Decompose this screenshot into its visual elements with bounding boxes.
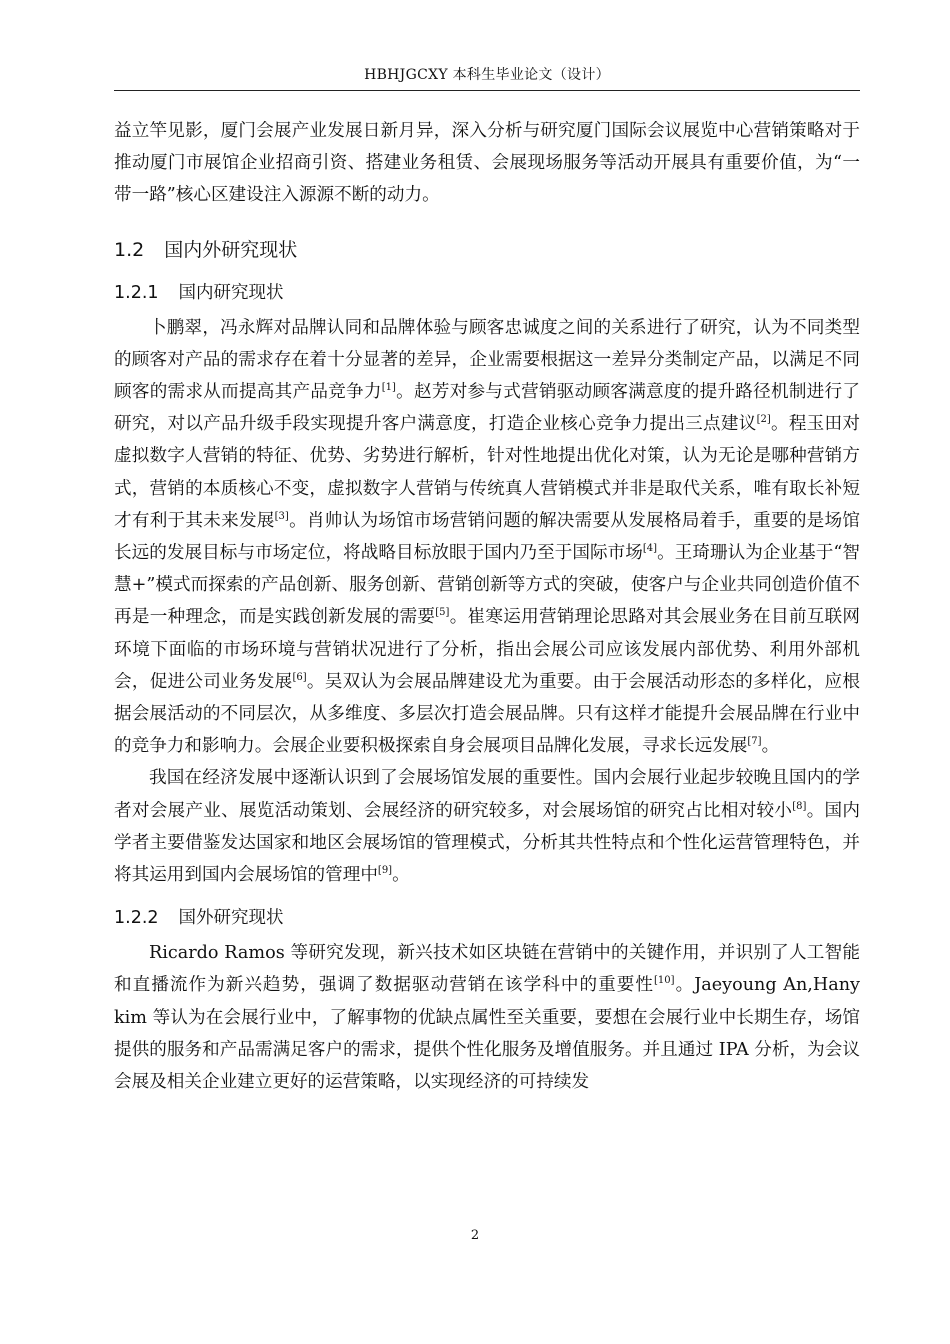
citation-ref: [10] bbox=[654, 975, 675, 987]
subsection-title: 国内研究现状 bbox=[178, 282, 284, 303]
text-run: 。Jaeyoung An,Hany kim 等认为在会展行业中，了解事物的优缺点属性至关重要，要想在会展行业中长期生存，场馆提供的服务和产品需满足客户的需求，提供个性化服务及增值服务。并且通过 IPA 分析，为会议会展及相关企业建立更好的运营策略，以实现经济的可持续发 bbox=[114, 975, 860, 1093]
body-paragraph-domestic-1 bbox=[114, 312, 860, 763]
subsection-heading-foreign bbox=[114, 903, 860, 933]
subsection-heading-domestic bbox=[114, 278, 860, 308]
text-run: 卜鹏翠，冯永辉对品牌认同和品牌体验与顾客忠诚度之间的关系进行了研究，认为不同类型的顾客对产品的需求存在着十分显著的差异，企业需要根据这一差异分类制定产品，以满足不同顾客的需求从而提高其产品竞争力 bbox=[114, 317, 860, 403]
text-run: 。崔寒运用营销理论思路对其会展业务在目前互联网环境下面临的市场环境与营销状况进行了分析，指出会展公司应该发展内部优势、利用外部机会，促进公司业务发展 bbox=[114, 607, 860, 692]
body-paragraph-foreign-1 bbox=[114, 937, 860, 1098]
citation-ref: [7] bbox=[747, 736, 762, 748]
text-run: 。王琦珊认为企业基于“智慧+”模式而探索的产品创新、服务创新、营销创新等方式的突破，使客户与企业共同创造价值不再是一种理念，而是实践创新发展的需要 bbox=[114, 543, 860, 628]
text-run: 。吴双认为会展品牌建设尤为重要。由于会展活动形态的多样化，应根据会展活动的不同层次，从多维度、多层次打造会展品牌。只有这样才能提升会展品牌在行业中的竞争力和影响力。会展企业要积极探索自身会展项目品牌化发展，寻求长远发展 bbox=[114, 671, 860, 757]
citation-ref: [1] bbox=[381, 382, 396, 394]
subsection-title: 国外研究现状 bbox=[178, 908, 284, 929]
page-number: 2 bbox=[470, 1228, 480, 1243]
citation-ref: [9] bbox=[377, 865, 393, 877]
section-heading bbox=[114, 234, 860, 266]
text-run: 我国在经济发展中逐渐认识到了会展场馆发展的重要性。国内会展行业起步较晚且国内的学者对会展产业、展览活动策划、会展经济的研究较多，对会展场馆的研究占比相对较小 bbox=[114, 768, 860, 821]
citation-ref: [6] bbox=[292, 671, 307, 683]
intro-paragraph: 益立竿见影，厦门会展产业发展日新月异，深入分析与研究厦门国际会议展览中心营销策略对于推动厦门市展馆企业招商引资、搭建业务租赁、会展现场服务等活动开展具有重要价值，为“一带一路”核心区建设注入源源不断的动力。 bbox=[114, 121, 860, 206]
citation-ref: [8] bbox=[792, 800, 807, 812]
body-paragraph-domestic-2 bbox=[114, 762, 860, 891]
text-run: 。 bbox=[761, 736, 780, 757]
text-run: 。赵芳对参与式营销驱动顾客满意度的提升路径机制进行了研究，对以产品升级手段实现提升客户满意度，打造企业核心竞争力提出三点建议 bbox=[114, 382, 860, 435]
page-body bbox=[114, 115, 860, 1098]
text-run: 。 bbox=[392, 865, 410, 886]
section-title: 国内外研究现状 bbox=[164, 238, 298, 261]
text-run: 。肖帅认为场馆市场营销问题的解决需要从发展格局着手，重要的是场馆长远的发展目标与市场定位，将战略目标放眼于国内乃至于国际市场 bbox=[114, 510, 860, 564]
running-header: HBHJGCXY 本科生毕业论文（设计） bbox=[114, 64, 860, 91]
subsection-number: 1.2.2 bbox=[114, 908, 159, 929]
subsection-number: 1.2.1 bbox=[114, 282, 159, 303]
citation-ref: [5] bbox=[435, 607, 450, 619]
citation-ref: [4] bbox=[642, 543, 658, 555]
text-run: 。程玉田对虚拟数字人营销的特征、优势、劣势进行解析，针对性地提出优化对策，认为无论是哪种营销方式，营销的本质核心不变，虚拟数字人营销与传统真人营销模式并非是取代关系，唯有取长补短才有利于其未来发展 bbox=[114, 414, 860, 531]
text-run: Ricardo Ramos 等研究发现，新兴技术如区块链在营销中的关键作用，并识别了人工智能和直播流作为新兴趋势，强调了数据驱动营销在该学科中的重要性 bbox=[114, 943, 860, 996]
citation-ref: [2] bbox=[756, 414, 771, 426]
text-run: 。国内学者主要借鉴发达国家和地区会展场馆的管理模式，分析其共性特点和个性化运营管理特色，并将其运用到国内会展场馆的管理中 bbox=[114, 800, 860, 886]
section-number: 1.2 bbox=[114, 238, 145, 261]
citation-ref: [3] bbox=[274, 510, 289, 522]
